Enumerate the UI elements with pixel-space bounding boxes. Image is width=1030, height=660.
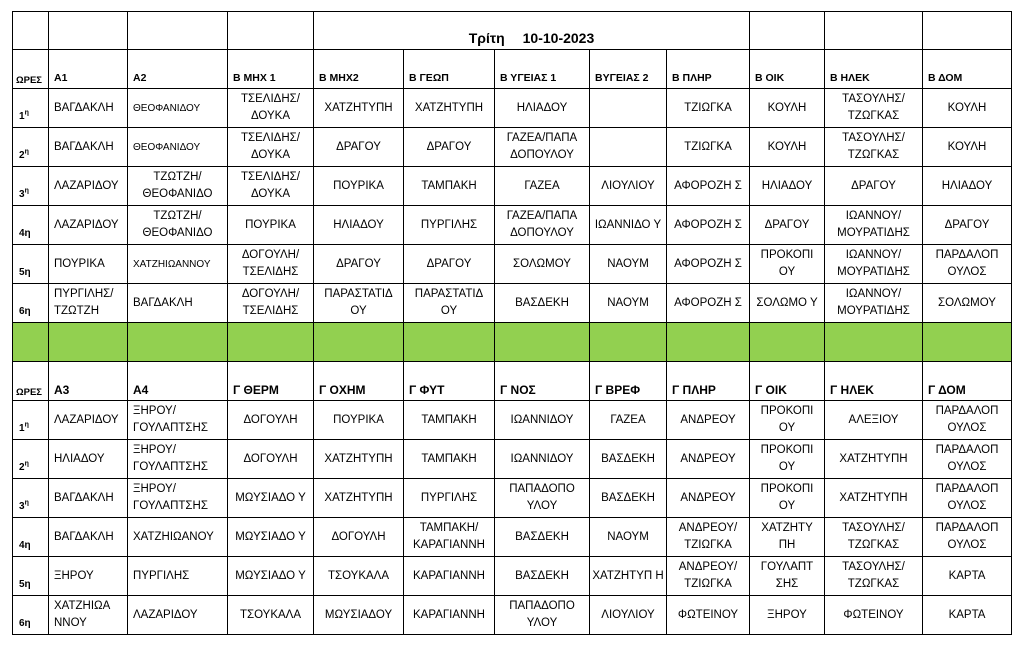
title-date: 10-10-2023: [522, 30, 595, 46]
schedule-cell: ΣΟΛΩΜΟΥ: [923, 284, 1012, 323]
schedule-cell: ΔΡΑΓΟΥ: [314, 128, 404, 167]
schedule-cell: ΗΛΙΑΔΟΥ: [49, 440, 128, 479]
schedule-cell: ΑΝΔΡΕΟΥ: [667, 440, 750, 479]
separator-cell: [825, 323, 923, 362]
column-header: Β ΜΗΧ 1: [228, 50, 314, 89]
empty-cell: [128, 12, 228, 50]
schedule-cell: ΧΑΤΖΗΙΩΑΝΟΥ: [128, 518, 228, 557]
hour-suffix: η: [24, 499, 29, 507]
schedule-cell: ΛΑΖΑΡΙΔΟΥ: [49, 167, 128, 206]
schedule-cell: ΜΩΥΣΙΑΔΟΥ: [314, 596, 404, 635]
schedule-cell: ΞΗΡΟΥ/ ΓΟΥΛΑΠΤΣΗΣ: [128, 440, 228, 479]
page-title: [314, 12, 750, 50]
column-header: Β ΟΙΚ: [750, 50, 825, 89]
schedule-cell: ΠΑΡΔΑΛΟΠ ΟΥΛΟΣ: [923, 440, 1012, 479]
schedule-cell: ΦΩΤΕΙΝΟΥ: [825, 596, 923, 635]
hour-label: 2: [19, 462, 25, 473]
schedule-cell: ΝΑΟΥΜ: [590, 518, 667, 557]
hour-suffix: η: [24, 421, 29, 429]
separator-cell: [49, 323, 128, 362]
schedule-cell: ΒΑΣΔΕΚΗ: [495, 557, 590, 596]
schedule-cell: ΠΑΡΔΑΛΟΠ ΟΥΛΟΣ: [923, 479, 1012, 518]
separator-cell: [590, 323, 667, 362]
schedule-cell: ΑΦΟΡΟΖΗ Σ: [667, 245, 750, 284]
schedule-cell: ΔΟΓΟΥΛΗ: [228, 401, 314, 440]
schedule-cell: ΚΟΥΛΗ: [923, 128, 1012, 167]
schedule-cell: ΠΑΡΔΑΛΟΠ ΟΥΛΟΣ: [923, 245, 1012, 284]
schedule-cell: ΠΥΡΓΙΛΗΣ: [404, 206, 495, 245]
schedule-cell: ΔΡΑΓΟΥ: [404, 245, 495, 284]
schedule-cell: ΠΡΟΚΟΠΙ ΟΥ: [750, 479, 825, 518]
schedule-cell: ΙΩΑΝΝΙΔΟΥ: [495, 440, 590, 479]
hour-label: 1: [19, 111, 25, 122]
hour-suffix: η: [24, 109, 29, 117]
schedule-cell: ΤΑΜΠΑΚΗ: [404, 167, 495, 206]
timetable: [12, 11, 1012, 635]
schedule-cell: ΔΡΑΓΟΥ: [825, 167, 923, 206]
schedule-cell: ΓΑΖΕΑ/ΠΑΠΑ ΔΟΠΟΥΛΟΥ: [495, 128, 590, 167]
schedule-cell: ΧΑΤΖΗΤΥ ΠΗ: [750, 518, 825, 557]
hour-cell: [13, 167, 49, 206]
schedule-cell: ΒΑΣΔΕΚΗ: [495, 284, 590, 323]
schedule-cell: ΔΟΓΟΥΛΗ: [314, 518, 404, 557]
schedule-cell: ΔΡΑΓΟΥ: [314, 245, 404, 284]
schedule-cell: ΗΛΙΑΔΟΥ: [314, 206, 404, 245]
schedule-cell: ΛΙΟΥΛΙΟΥ: [590, 596, 667, 635]
separator-cell: [404, 323, 495, 362]
schedule-cell: ΓΑΖΕΑ: [495, 167, 590, 206]
schedule-cell: ΤΑΜΠΑΚΗ/ ΚΑΡΑΓΙΑΝΝΗ: [404, 518, 495, 557]
schedule-cell: ΤΑΜΠΑΚΗ: [404, 440, 495, 479]
schedule-cell: ΠΡΟΚΟΠΙ ΟΥ: [750, 440, 825, 479]
separator-cell: [750, 323, 825, 362]
schedule-cell: ΤΖΩΤΖΗ/ ΘΕΟΦΑΝΙΔΟ: [128, 167, 228, 206]
table-row: [13, 284, 1012, 323]
hour-cell: [13, 284, 49, 323]
schedule-cell: ΤΖΙΩΓΚΑ: [667, 89, 750, 128]
hour-cell: [13, 128, 49, 167]
schedule-cell: ΤΣΟΥΚΑΛΑ: [314, 557, 404, 596]
schedule-cell: ΛΑΖΑΡΙΔΟΥ: [128, 596, 228, 635]
schedule-cell: ΜΩΥΣΙΑΔΟ Υ: [228, 479, 314, 518]
hour-suffix: η: [24, 148, 29, 156]
schedule-cell: ΔΟΓΟΥΛΗ/ ΤΣΕΛΙΔΗΣ: [228, 284, 314, 323]
separator-cell: [228, 323, 314, 362]
schedule-cell: ΙΩΑΝΝΙΔΟ Υ: [590, 206, 667, 245]
schedule-cell: ΓΟΥΛΑΠΤ ΣΗΣ: [750, 557, 825, 596]
schedule-cell: ΠΥΡΓΙΛΗΣ/ ΤΖΩΤΖΗ: [49, 284, 128, 323]
schedule-cell: ΠΟΥΡΙΚΑ: [49, 245, 128, 284]
schedule-cell: ΒΑΓΔΑΚΛΗ: [128, 284, 228, 323]
schedule-cell: ΠΡΟΚΟΠΙ ΟΥ: [750, 245, 825, 284]
schedule-cell: ΤΣΕΛΙΔΗΣ/ ΔΟΥΚΑ: [228, 128, 314, 167]
separator-cell: [13, 323, 49, 362]
hour-suffix: η: [24, 187, 29, 195]
separator-row: [13, 323, 1012, 362]
schedule-cell: ΒΑΣΔΕΚΗ: [590, 479, 667, 518]
column-header: Γ ΘΕΡΜ: [228, 362, 314, 401]
table-row: [13, 206, 1012, 245]
schedule-cell: ΚΟΥΛΗ: [750, 128, 825, 167]
schedule-cell: ΗΛΙΑΔΟΥ: [923, 167, 1012, 206]
schedule-cell: ΞΗΡΟΥ/ ΓΟΥΛΑΠΤΣΗΣ: [128, 479, 228, 518]
schedule-cell: ΞΗΡΟΥ: [750, 596, 825, 635]
table-row: [13, 479, 1012, 518]
table-row: [13, 596, 1012, 635]
schedule-cell: ΞΗΡΟΥ: [49, 557, 128, 596]
column-header: Α2: [128, 50, 228, 89]
schedule-cell: ΠΥΡΓΙΛΗΣ: [404, 479, 495, 518]
schedule-cell: ΦΩΤΕΙΝΟΥ: [667, 596, 750, 635]
schedule-cell: ΤΑΣΟΥΛΗΣ/ ΤΖΩΓΚΑΣ: [825, 557, 923, 596]
schedule-cell: ΑΛΕΞΙΟΥ: [825, 401, 923, 440]
hour-cell: [13, 401, 49, 440]
schedule-cell: ΧΑΤΖΗΤΥΠΗ: [404, 89, 495, 128]
header-row: [13, 362, 1012, 401]
schedule-cell: ΝΑΟΥΜ: [590, 284, 667, 323]
column-header: Γ ΟΙΚ: [750, 362, 825, 401]
hour-cell: [13, 596, 49, 635]
schedule-cell: ΧΑΤΖΗΤΥΠΗ: [314, 479, 404, 518]
schedule-cell: [590, 128, 667, 167]
schedule-cell: ΛΙΟΥΛΙΟΥ: [590, 167, 667, 206]
table-row: [13, 167, 1012, 206]
schedule-cell: ΠΑΠΑΔΟΠΟ ΥΛΟΥ: [495, 479, 590, 518]
schedule-cell: ΚΟΥΛΗ: [750, 89, 825, 128]
hour-cell: [13, 440, 49, 479]
schedule-cell: ΔΟΓΟΥΛΗ: [228, 440, 314, 479]
schedule-cell: ΚΑΡΤΑ: [923, 596, 1012, 635]
schedule-cell: ΔΟΓΟΥΛΗ/ ΤΣΕΛΙΔΗΣ: [228, 245, 314, 284]
schedule-cell: ΓΑΖΕΑ: [590, 401, 667, 440]
table-row: [13, 245, 1012, 284]
hour-cell: [13, 206, 49, 245]
column-header: Γ ΔΟΜ: [923, 362, 1012, 401]
empty-cell: [228, 12, 314, 50]
column-header: Γ ΗΛΕΚ: [825, 362, 923, 401]
schedule-cell: ΤΖΩΤΖΗ/ ΘΕΟΦΑΝΙΔΟ: [128, 206, 228, 245]
schedule-cell: ΚΑΡΑΓΙΑΝΝΗ: [404, 557, 495, 596]
hour-label: 4η: [19, 228, 31, 239]
empty-cell: [750, 12, 825, 50]
hour-cell: [13, 518, 49, 557]
column-header: Β ΥΓΕΙΑΣ 1: [495, 50, 590, 89]
column-header: Α4: [128, 362, 228, 401]
schedule-cell: ΘΕΟΦΑΝΙΔΟΥ: [128, 128, 228, 167]
hour-cell: [13, 557, 49, 596]
schedule-cell: ΛΑΖΑΡΙΔΟΥ: [49, 206, 128, 245]
hour-label: 3: [19, 189, 25, 200]
schedule-cell: ΚΑΡΤΑ: [923, 557, 1012, 596]
schedule-cell: ΞΗΡΟΥ/ ΓΟΥΛΑΠΤΣΗΣ: [128, 401, 228, 440]
hour-label: 6η: [19, 306, 31, 317]
schedule-cell: ΤΣΟΥΚΑΛΑ: [228, 596, 314, 635]
separator-cell: [667, 323, 750, 362]
schedule-cell: ΙΩΑΝΝΟΥ/ ΜΟΥΡΑΤΙΔΗΣ: [825, 245, 923, 284]
schedule-cell: ΑΦΟΡΟΖΗ Σ: [667, 206, 750, 245]
schedule-cell: ΤΑΣΟΥΛΗΣ/ ΤΖΩΓΚΑΣ: [825, 89, 923, 128]
schedule-cell: ΠΑΡΔΑΛΟΠ ΟΥΛΟΣ: [923, 518, 1012, 557]
schedule-cell: ΤΖΙΩΓΚΑ: [667, 128, 750, 167]
schedule-cell: ΤΑΜΠΑΚΗ: [404, 401, 495, 440]
column-header: Γ ΟΧΗΜ: [314, 362, 404, 401]
schedule-cell: ΠΟΥΡΙΚΑ: [314, 401, 404, 440]
hour-label: 5η: [19, 267, 31, 278]
empty-cell: [13, 12, 49, 50]
schedule-cell: ΠΑΡΔΑΛΟΠ ΟΥΛΟΣ: [923, 401, 1012, 440]
schedule-cell: ΒΑΓΔΑΚΛΗ: [49, 128, 128, 167]
schedule-cell: ΠΑΡΑΣΤΑΤΙΔ ΟΥ: [314, 284, 404, 323]
schedule-cell: ΒΑΓΔΑΚΛΗ: [49, 89, 128, 128]
schedule-cell: ΤΣΕΛΙΔΗΣ/ ΔΟΥΚΑ: [228, 167, 314, 206]
schedule-cell: ΠΥΡΓΙΛΗΣ: [128, 557, 228, 596]
table-row: [13, 440, 1012, 479]
schedule-cell: ΘΕΟΦΑΝΙΔΟΥ: [128, 89, 228, 128]
hour-cell: [13, 479, 49, 518]
schedule-cell: ΒΑΣΔΕΚΗ: [590, 440, 667, 479]
schedule-cell: ΔΡΑΓΟΥ: [923, 206, 1012, 245]
column-header: Γ ΒΡΕΦ: [590, 362, 667, 401]
schedule-cell: ΙΩΑΝΝΙΔΟΥ: [495, 401, 590, 440]
separator-cell: [314, 323, 404, 362]
schedule-cell: ΠΑΡΑΣΤΑΤΙΔ ΟΥ: [404, 284, 495, 323]
column-header: Β ΓΕΩΠ: [404, 50, 495, 89]
schedule-cell: ΓΑΖΕΑ/ΠΑΠΑ ΔΟΠΟΥΛΟΥ: [495, 206, 590, 245]
column-header: Β ΗΛΕΚ: [825, 50, 923, 89]
column-header: Α1: [49, 50, 128, 89]
table-row: [13, 557, 1012, 596]
separator-cell: [495, 323, 590, 362]
schedule-cell: ΧΑΤΖΗΙΩΑ ΝΝΟΥ: [49, 596, 128, 635]
separator-cell: [923, 323, 1012, 362]
separator-cell: [128, 323, 228, 362]
schedule-cell: ΙΩΑΝΝΟΥ/ ΜΟΥΡΑΤΙΔΗΣ: [825, 284, 923, 323]
schedule-cell: ΚΑΡΑΓΙΑΝΝΗ: [404, 596, 495, 635]
schedule-cell: ΑΝΔΡΕΟΥ/ ΤΖΙΩΓΚΑ: [667, 518, 750, 557]
schedule-cell: ΑΝΔΡΕΟΥ/ ΤΖΙΩΓΚΑ: [667, 557, 750, 596]
schedule-cell: ΤΑΣΟΥΛΗΣ/ ΤΖΩΓΚΑΣ: [825, 518, 923, 557]
schedule-cell: ΜΩΥΣΙΑΔΟ Υ: [228, 557, 314, 596]
table-row: [13, 401, 1012, 440]
schedule-cell: ΤΣΕΛΙΔΗΣ/ ΔΟΥΚΑ: [228, 89, 314, 128]
schedule-cell: ΠΡΟΚΟΠΙ ΟΥ: [750, 401, 825, 440]
hour-label: 4η: [19, 540, 31, 551]
schedule-cell: ΠΑΠΑΔΟΠΟ ΥΛΟΥ: [495, 596, 590, 635]
hour-label: 6η: [19, 618, 31, 629]
hours-header: ΩΡΕΣ: [13, 50, 49, 89]
table-row: [13, 518, 1012, 557]
hour-label: 1: [19, 423, 25, 434]
schedule-cell: ΔΡΑΓΟΥ: [750, 206, 825, 245]
schedule-cell: ΤΑΣΟΥΛΗΣ/ ΤΖΩΓΚΑΣ: [825, 128, 923, 167]
schedule-cell: ΑΦΟΡΟΖΗ Σ: [667, 284, 750, 323]
schedule-cell: ΒΑΓΔΑΚΛΗ: [49, 479, 128, 518]
column-header: Β ΜΗΧ2: [314, 50, 404, 89]
schedule-cell: ΑΦΟΡΟΖΗ Σ: [667, 167, 750, 206]
schedule-cell: ΙΩΑΝΝΟΥ/ ΜΟΥΡΑΤΙΔΗΣ: [825, 206, 923, 245]
schedule-cell: ΛΑΖΑΡΙΔΟΥ: [49, 401, 128, 440]
hour-suffix: η: [24, 460, 29, 468]
schedule-cell: ΧΑΤΖΗΤΥΠΗ: [314, 89, 404, 128]
column-header: Γ ΦΥΤ: [404, 362, 495, 401]
column-header: ΒΥΓΕΙΑΣ 2: [590, 50, 667, 89]
column-header: Β ΠΛΗΡ: [667, 50, 750, 89]
schedule-cell: ΗΛΙΑΔΟΥ: [750, 167, 825, 206]
hour-label: 3: [19, 501, 25, 512]
schedule-cell: ΧΑΤΖΗΤΥΠΗ: [825, 440, 923, 479]
hour-label: 5η: [19, 579, 31, 590]
schedule-cell: ΒΑΓΔΑΚΛΗ: [49, 518, 128, 557]
empty-cell: [923, 12, 1012, 50]
schedule-cell: ΒΑΣΔΕΚΗ: [495, 518, 590, 557]
table-row: [13, 89, 1012, 128]
hour-cell: [13, 89, 49, 128]
schedule-cell: [590, 89, 667, 128]
hours-header: ΩΡΕΣ: [13, 362, 49, 401]
schedule-cell: ΑΝΔΡΕΟΥ: [667, 479, 750, 518]
hour-cell: [13, 245, 49, 284]
title-row: [13, 12, 1012, 50]
schedule-cell: ΠΟΥΡΙΚΑ: [314, 167, 404, 206]
table-row: [13, 128, 1012, 167]
column-header: Γ ΝΟΣ: [495, 362, 590, 401]
schedule-cell: ΔΡΑΓΟΥ: [404, 128, 495, 167]
schedule-cell: ΧΑΤΖΗΙΩΑΝΝΟΥ: [128, 245, 228, 284]
schedule-cell: ΣΟΛΩΜΟΥ: [495, 245, 590, 284]
column-header: Β ΔΟΜ: [923, 50, 1012, 89]
column-header: Α3: [49, 362, 128, 401]
hour-label: 2: [19, 150, 25, 161]
header-row: [13, 50, 1012, 89]
schedule-cell: ΚΟΥΛΗ: [923, 89, 1012, 128]
schedule-cell: ΗΛΙΑΔΟΥ: [495, 89, 590, 128]
schedule-cell: ΣΟΛΩΜΟ Υ: [750, 284, 825, 323]
empty-cell: [825, 12, 923, 50]
schedule-cell: ΑΝΔΡΕΟΥ: [667, 401, 750, 440]
column-header: Γ ΠΛΗΡ: [667, 362, 750, 401]
schedule-cell: ΜΩΥΣΙΑΔΟ Υ: [228, 518, 314, 557]
schedule-cell: ΧΑΤΖΗΤΥΠΗ: [825, 479, 923, 518]
schedule-cell: ΠΟΥΡΙΚΑ: [228, 206, 314, 245]
schedule-cell: ΧΑΤΖΗΤΥΠ Η: [590, 557, 667, 596]
title-day: Τρίτη: [468, 30, 505, 46]
empty-cell: [49, 12, 128, 50]
schedule-cell: ΧΑΤΖΗΤΥΠΗ: [314, 440, 404, 479]
schedule-cell: ΝΑΟΥΜ: [590, 245, 667, 284]
